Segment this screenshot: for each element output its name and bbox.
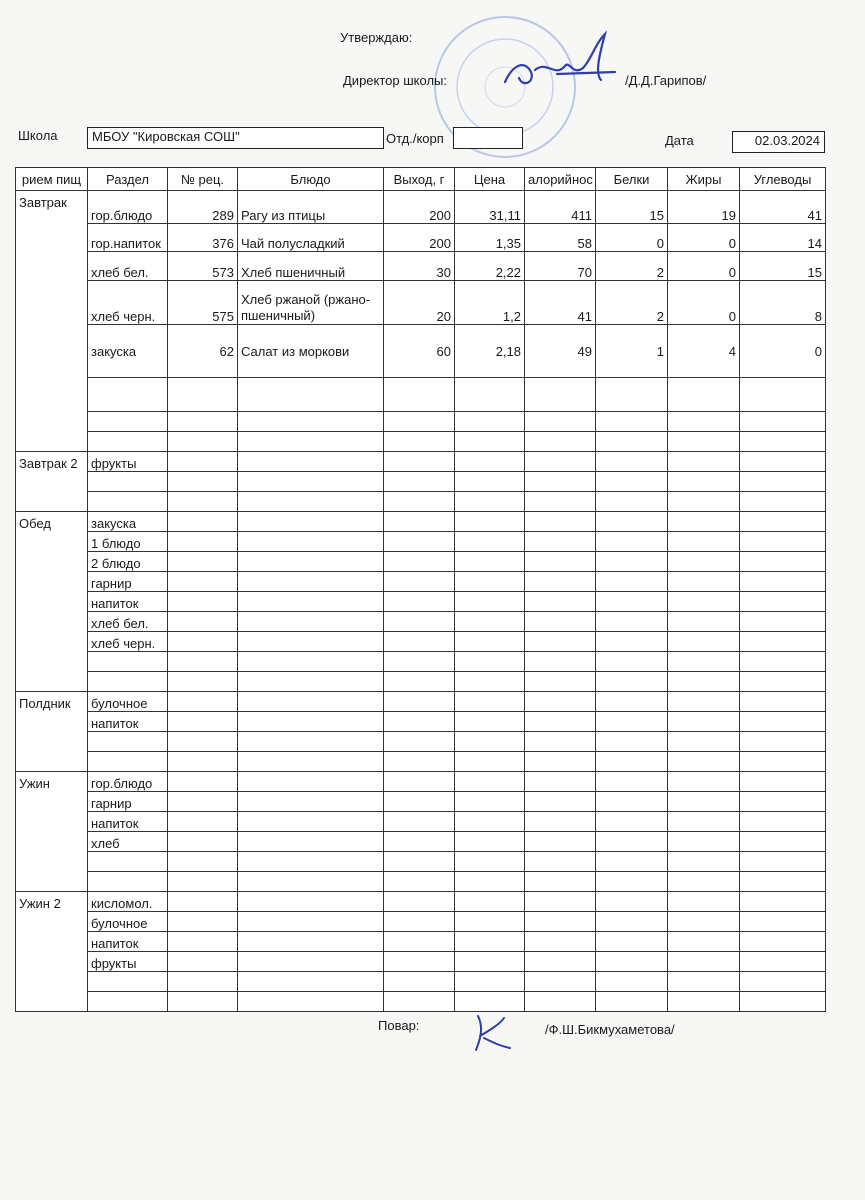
table-row (16, 972, 826, 992)
table-row (16, 325, 826, 378)
calories-cell: 49 (525, 325, 596, 378)
output-cell: 60 (384, 325, 455, 378)
protein-cell: 15 (596, 191, 668, 224)
col-fat: Жиры (668, 168, 740, 191)
table-row (16, 512, 826, 532)
col-dish: Блюдо (238, 168, 384, 191)
table-row (16, 892, 826, 912)
table-row (16, 852, 826, 872)
dept-label: Отд./корп (386, 131, 444, 146)
col-recipe: № рец. (168, 168, 238, 191)
table-row (16, 792, 826, 812)
protein-cell: 1 (596, 325, 668, 378)
meal-cell: Завтрак 2 (16, 452, 88, 512)
protein-cell: 0 (596, 224, 668, 252)
header-row (16, 168, 826, 191)
section-cell: булочное (88, 912, 168, 932)
table-row (16, 612, 826, 632)
col-output: Выход, г (384, 168, 455, 191)
section-cell: фрукты (88, 452, 168, 472)
recipe-cell: 573 (168, 252, 238, 281)
table-row (16, 952, 826, 972)
cook-label: Повар: (378, 1018, 420, 1033)
price-cell: 31,11 (455, 191, 525, 224)
table-row (16, 632, 826, 652)
dish-cell: Хлеб пшеничный (238, 252, 384, 281)
output-cell: 30 (384, 252, 455, 281)
school-label: Школа (18, 128, 58, 143)
recipe-cell: 575 (168, 281, 238, 325)
section-cell: закуска (88, 512, 168, 532)
section-cell: закуска (88, 325, 168, 378)
meal-cell: Полдник (16, 692, 88, 772)
carbs-cell: 41 (740, 191, 826, 224)
table-row (16, 572, 826, 592)
section-cell: 1 блюдо (88, 532, 168, 552)
meal-cell: Ужин 2 (16, 892, 88, 1012)
cook-name: /Ф.Ш.Бикмухаметова/ (545, 1022, 675, 1037)
table-row (16, 592, 826, 612)
table-row (16, 812, 826, 832)
col-meal: рием пищ (16, 168, 88, 191)
section-cell: кисломол. (88, 892, 168, 912)
carbs-cell: 15 (740, 252, 826, 281)
section-cell: гарнир (88, 792, 168, 812)
table-row (16, 992, 826, 1012)
fat-cell: 4 (668, 325, 740, 378)
dish-cell: Рагу из птицы (238, 191, 384, 224)
section-cell: напиток (88, 592, 168, 612)
table-row (16, 281, 826, 325)
school-field[interactable]: МБОУ "Кировская СОШ" (87, 127, 384, 149)
section-cell: булочное (88, 692, 168, 712)
output-cell: 200 (384, 224, 455, 252)
fat-cell: 19 (668, 191, 740, 224)
table-row (16, 532, 826, 552)
section-cell: напиток (88, 712, 168, 732)
table-row (16, 472, 826, 492)
table-row (16, 692, 826, 712)
table-row (16, 732, 826, 752)
recipe-cell: 289 (168, 191, 238, 224)
col-protein: Белки (596, 168, 668, 191)
director-signature (495, 30, 625, 100)
director-label: Директор школы: (343, 73, 447, 88)
price-cell: 1,35 (455, 224, 525, 252)
section-cell: хлеб (88, 832, 168, 852)
section-cell: гор.блюдо (88, 772, 168, 792)
date-field[interactable]: 02.03.2024 (732, 131, 825, 153)
table-row (16, 712, 826, 732)
cook-signature (470, 1010, 520, 1055)
price-cell: 2,18 (455, 325, 525, 378)
carbs-cell: 8 (740, 281, 826, 325)
table-row (16, 224, 826, 252)
date-label: Дата (665, 133, 694, 148)
dish-cell: Салат из моркови (238, 325, 384, 378)
section-cell: напиток (88, 932, 168, 952)
output-cell: 20 (384, 281, 455, 325)
table-row (16, 432, 826, 452)
section-cell: хлеб бел. (88, 252, 168, 281)
table-row (16, 832, 826, 852)
calories-cell: 411 (525, 191, 596, 224)
table-row (16, 652, 826, 672)
recipe-cell: 62 (168, 325, 238, 378)
price-cell: 1,2 (455, 281, 525, 325)
table-row (16, 412, 826, 432)
col-carbs: Углеводы (740, 168, 826, 191)
protein-cell: 2 (596, 252, 668, 281)
dept-field[interactable] (453, 127, 523, 149)
fat-cell: 0 (668, 252, 740, 281)
output-cell: 200 (384, 191, 455, 224)
meal-cell: Ужин (16, 772, 88, 892)
section-cell: хлеб черн. (88, 632, 168, 652)
dish-cell: Чай полусладкий (238, 224, 384, 252)
section-cell: гарнир (88, 572, 168, 592)
section-cell: хлеб черн. (88, 281, 168, 325)
col-price: Цена (455, 168, 525, 191)
table-row (16, 672, 826, 692)
table-row (16, 252, 826, 281)
meal-cell: Обед (16, 512, 88, 692)
protein-cell: 2 (596, 281, 668, 325)
section-cell: 2 блюдо (88, 552, 168, 572)
menu-table (15, 167, 826, 1012)
fat-cell: 0 (668, 281, 740, 325)
table-row (16, 912, 826, 932)
calories-cell: 70 (525, 252, 596, 281)
col-section: Раздел (88, 168, 168, 191)
table-row (16, 772, 826, 792)
recipe-cell: 376 (168, 224, 238, 252)
table-row (16, 452, 826, 472)
table-row (16, 932, 826, 952)
calories-cell: 58 (525, 224, 596, 252)
calories-cell: 41 (525, 281, 596, 325)
table-row (16, 492, 826, 512)
table-row (16, 191, 826, 224)
section-cell: хлеб бел. (88, 612, 168, 632)
price-cell: 2,22 (455, 252, 525, 281)
fat-cell: 0 (668, 224, 740, 252)
table-row (16, 378, 826, 412)
dish-cell: Хлеб ржаной (ржано-пшеничный) (238, 281, 384, 325)
meal-cell: Завтрак (16, 191, 88, 452)
carbs-cell: 0 (740, 325, 826, 378)
section-cell: фрукты (88, 952, 168, 972)
approve-label: Утверждаю: (340, 30, 413, 45)
section-cell: напиток (88, 812, 168, 832)
table-row (16, 552, 826, 572)
col-calories: алорийнос (525, 168, 596, 191)
section-cell: гор.напиток (88, 224, 168, 252)
director-name: /Д.Д.Гарипов/ (625, 73, 707, 88)
carbs-cell: 14 (740, 224, 826, 252)
section-cell: гор.блюдо (88, 191, 168, 224)
table-row (16, 752, 826, 772)
table-row (16, 872, 826, 892)
